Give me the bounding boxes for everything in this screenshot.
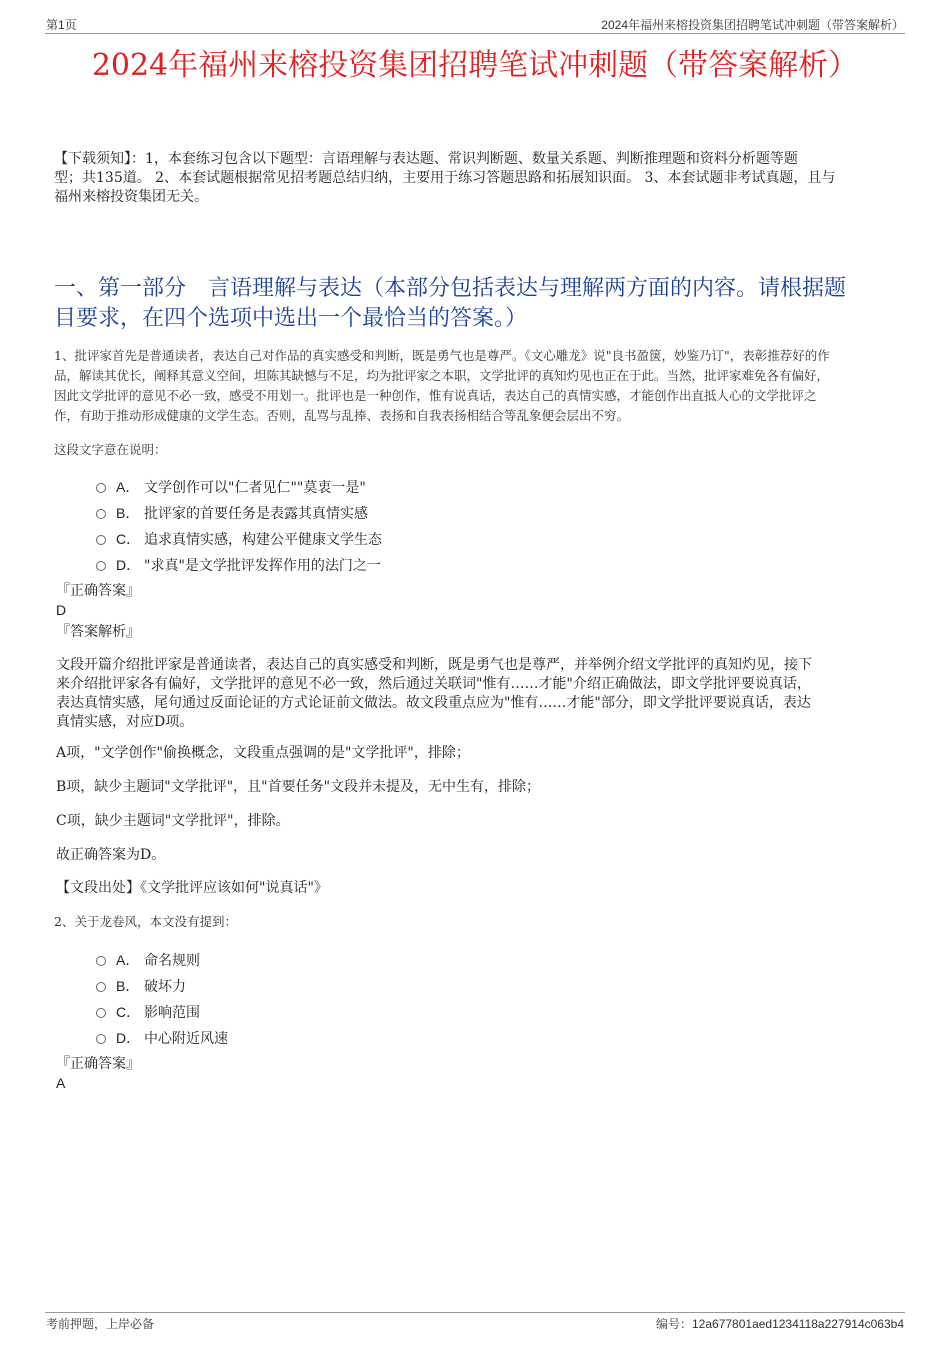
stem-line: 因此文学批评的意见不必一致，感受不用划一。批评也是一种创作，惟有说真话，表达自己的真情实感，才能创作出直抵人心的文学批评之	[54, 388, 817, 403]
radio-icon[interactable]	[96, 561, 106, 571]
option-text: 追求真情实感，构建公平健康文学生态	[144, 532, 382, 548]
q1-note-c: C项，缺少主题词"文学批评"，排除。	[56, 813, 290, 829]
option-text: "求真"是文学批评发挥作用的法门之一	[144, 558, 381, 574]
page-title: 2024年福州来榕投资集团招聘笔试冲刺题（带答案解析）	[91, 48, 859, 83]
radio-icon[interactable]	[96, 982, 106, 992]
q1-stem	[54, 346, 830, 426]
q1-option-c[interactable]	[96, 529, 382, 549]
option-key: B．	[116, 978, 140, 994]
option-key: D．	[116, 557, 141, 573]
option-key: C．	[116, 531, 141, 547]
footer-slogan: 考前押题，上岸必备	[46, 1317, 155, 1331]
option-text: 批评家的首要任务是表露其真情实感	[144, 506, 368, 522]
radio-icon[interactable]	[96, 509, 106, 519]
option-text: 影响范围	[144, 1005, 200, 1021]
notice-line: 【下载须知】：1，本套练习包含以下题型：言语理解与表达题、常识判断题、数量关系题、判断推理题和资料分析题等题	[54, 151, 798, 167]
q2-answer: A	[56, 1075, 66, 1091]
q2-answer-label: 『正确答案』	[56, 1056, 140, 1072]
notice-line: 型；共135道。 2、本套试题根据常见招考题总结归纳，主要用于练习答题思路和拓展知识面。 3、本套试题非考试真题，且与	[54, 170, 836, 186]
page-number: 第1页	[46, 18, 77, 32]
stem-line: 1、批评家首先是普通读者，表达自己对作品的真实感受和判断，既是勇气也是尊严。《文心雕龙》说"良书盈箧，妙鉴乃订"，表彰推荐好的作	[54, 348, 830, 363]
q1-option-a[interactable]	[96, 477, 366, 497]
option-text: 中心附近风速	[144, 1031, 228, 1047]
q1-conclusion: 故正确答案为D。	[56, 847, 166, 863]
q2-option-a[interactable]	[96, 950, 200, 970]
analysis-line: 文段开篇介绍批评家是普通读者，表达自己的真实感受和判断，既是勇气也是尊严，并举例介绍文学批评的真知灼见，接下	[56, 657, 812, 673]
footer-code	[656, 1315, 904, 1332]
q2-option-c[interactable]	[96, 1002, 200, 1022]
header-doc-title: 2024年福州来榕投资集团招聘笔试冲刺题（带答案解析）	[601, 18, 904, 32]
section-line: 一、第一部分 言语理解与表达（本部分包括表达与理解两方面的内容。请根据题	[54, 276, 847, 301]
download-notice	[54, 150, 835, 207]
section-heading	[54, 274, 846, 334]
q1-note-a: A项，"文学创作"偷换概念，文段重点强调的是"文学批评"，排除；	[56, 745, 470, 761]
q1-answer-label: 『正确答案』	[56, 583, 140, 599]
stem-line: 品，解读其优长，阐释其意义空间，坦陈其缺憾与不足，均为批评家之本职，文学批评的真知灼见也正在于此。当然，批评家难免各有偏好，	[54, 368, 830, 383]
radio-icon[interactable]	[96, 535, 106, 545]
analysis-line: 表达真情实感，尾句通过反面论证的方式论证前文做法。故文段重点应为"惟有……才能"部分，即文学批评要说真话，表达	[56, 695, 811, 711]
section-line: 目要求，在四个选项中选出一个最恰当的答案。）	[54, 306, 528, 331]
notice-line: 福州来榕投资集团无关。	[54, 189, 208, 205]
q1-note-b: B项，缺少主题词"文学批评"，且"首要任务"文段并未提及，无中生有，排除；	[56, 779, 541, 795]
option-text: 命名规则	[144, 953, 200, 969]
radio-icon[interactable]	[96, 1008, 106, 1018]
option-key: B．	[116, 505, 140, 521]
q1-prompt: 这段文字意在说明：	[54, 442, 167, 457]
radio-icon[interactable]	[96, 483, 106, 493]
q1-analysis	[56, 656, 812, 732]
code-label: 编号：	[655, 1317, 692, 1331]
q2-option-b[interactable]	[96, 976, 186, 996]
option-key: D．	[116, 1030, 141, 1046]
analysis-line: 来介绍批评家各有偏好，文学批评的意见不必一致，然后通过关联词"惟有……才能"介绍正确做法，即文学批评要说真话，	[56, 676, 811, 692]
q1-analysis-label: 『答案解析』	[56, 624, 140, 640]
q2-stem: 2、关于龙卷风，本文没有提到：	[54, 914, 237, 929]
stem-line: 作，有助于推动形成健康的文学生态。否则，乱骂与乱捧、表扬和自我表扬相结合等乱象便会层出不穷。	[54, 408, 630, 423]
footer-rule	[45, 1312, 905, 1313]
q1-option-b[interactable]	[96, 503, 368, 523]
code-value: 12a677801aed1234118a227914c063b4	[692, 1317, 904, 1331]
q2-option-d[interactable]	[96, 1028, 228, 1048]
option-key: C．	[116, 1004, 141, 1020]
q1-option-d[interactable]	[96, 555, 381, 575]
q1-source: 【文段出处】《文学批评应该如何"说真话"》	[56, 880, 328, 896]
option-text: 破坏力	[144, 979, 186, 995]
header-rule	[45, 33, 905, 34]
option-text: 文学创作可以"仁者见仁""莫衷一是"	[144, 480, 366, 496]
q1-answer: D	[56, 602, 67, 618]
radio-icon[interactable]	[96, 956, 106, 966]
radio-icon[interactable]	[96, 1034, 106, 1044]
option-key: A．	[116, 479, 140, 495]
option-key: A．	[116, 952, 140, 968]
analysis-line: 真情实感，对应D项。	[56, 714, 194, 730]
